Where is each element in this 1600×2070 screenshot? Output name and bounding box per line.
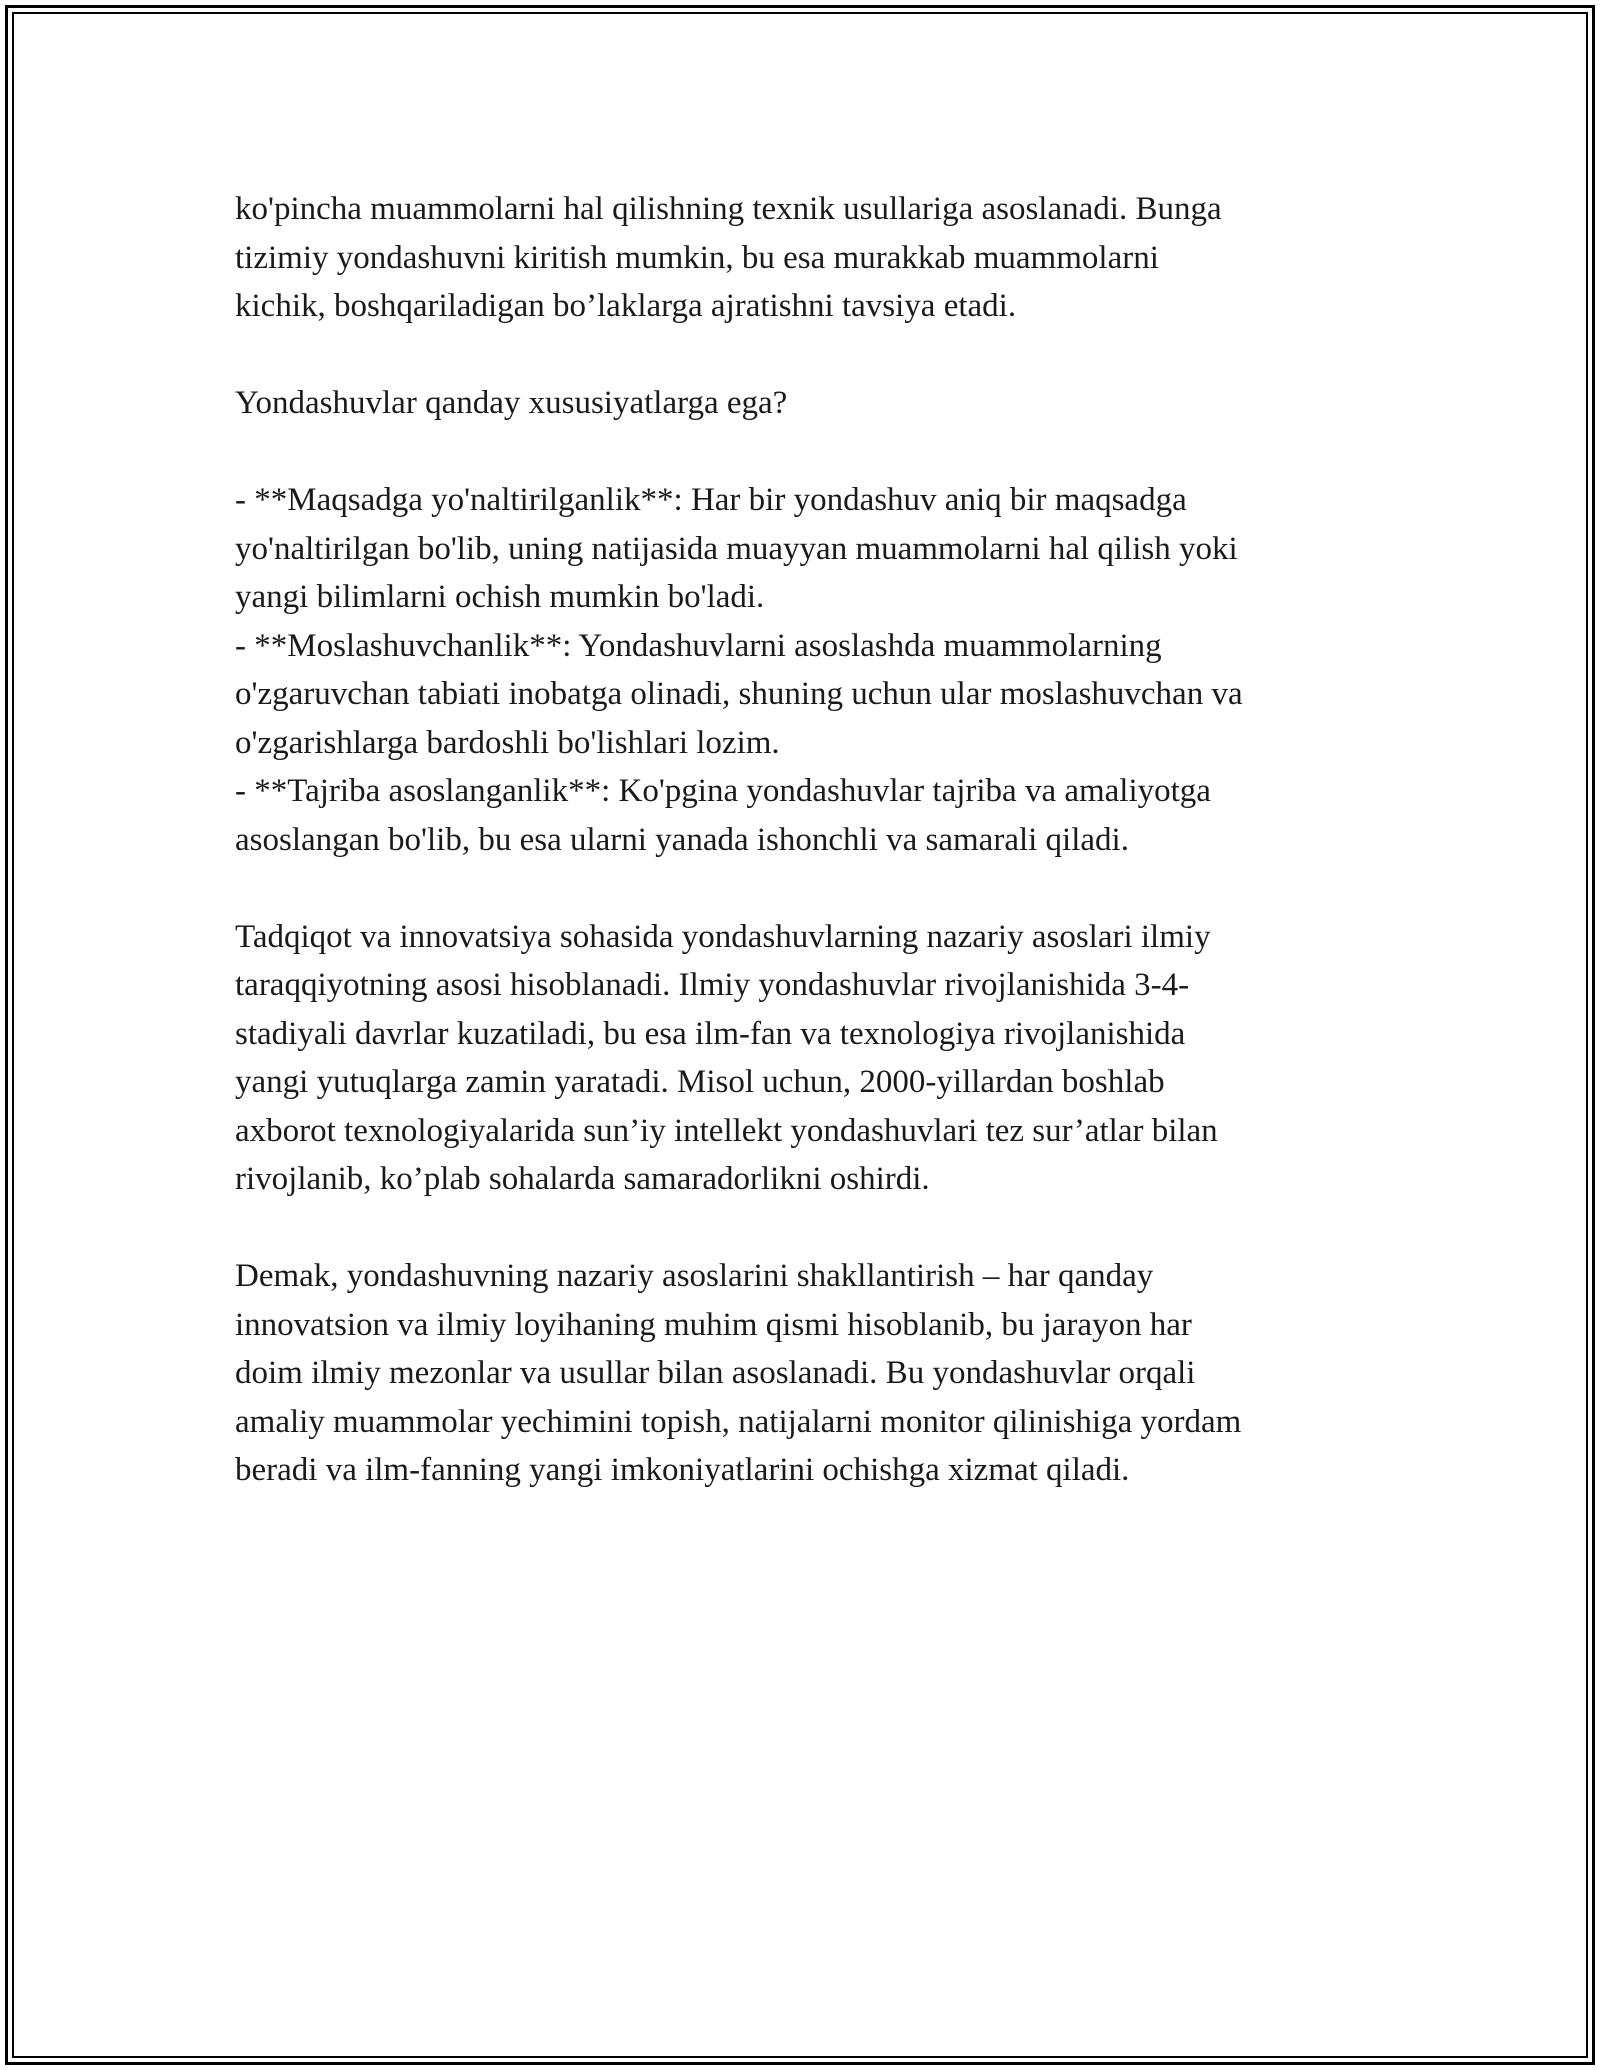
paragraph-conclusion: Demak, yondashuvning nazariy asoslarini shakllantirish – har qanday innovatsion va ilmiy loyihaning muhim qismi hisoblanib, bu jarayon har doim ilmiy mezonlar va usullar bilan asoslanadi. Bu yondashuvlar orqali amaliy muammolar yechimini topish, natijalarni monitor qilinishiga yordam beradi va ilm-fanning yangi imkoniyatlarini ochishga xizmat qiladi.: [235, 1258, 1242, 1488]
paragraph-question: Yondashuvlar qanday xususiyatlarga ega?: [235, 385, 788, 421]
paragraph-research: Tadqiqot va innovatsiya sohasida yondashuvlarning nazariy asoslari ilmiy taraqqiyotning asosi hisoblanadi. Ilmiy yondashuvlar rivojlanishida 3-4- stadiyali davrlar kuzatiladi, bu esa ilm-fan va texnologiya rivojlanishida yangi yutuqlarga zamin yaratadi. Misol uchun, 2000-yillardan boshlab axborot texnologiyalarida sun’iy intellekt yondashuvlari tez sur’atlar bilan rivojlanib, ko’plab sohalarda samaradorlikni oshirdi.: [235, 918, 1218, 1197]
paragraph-features-list: - **Maqsadga yo'naltirilganlik**: Har bir yondashuv aniq bir maqsadga yo'naltirilgan bo'lib, uning natijasida muayyan muammolarni hal qilish yoki yangi bilimlarni ochish mumkin bo'ladi. - **Moslashuvchanlik**: Yondashuvlarni asoslashda muammolarning o'zgaruvchan tabiati inobatga olinadi, shuning uchun ular moslashuvchan va o'zgarishlarga bardoshli bo'lishlari lozim. - **Tajriba asoslanganlik**: Ko'pgina yondashuvlar tajriba va amaliyotga asoslangan bo'lib, bu esa ularni yanada ishonchli va samarali qiladi.: [235, 482, 1243, 858]
paragraph-intro: ko'pincha muammolarni hal qilishning texnik usullariga asoslanadi. Bunga tizimiy yondashuvni kiritish mumkin, bu esa murakkab muammolarni kichik, boshqariladigan bo’laklarga ajratishni tavsiya etadi.: [235, 191, 1222, 324]
document-body: [235, 185, 1380, 1495]
